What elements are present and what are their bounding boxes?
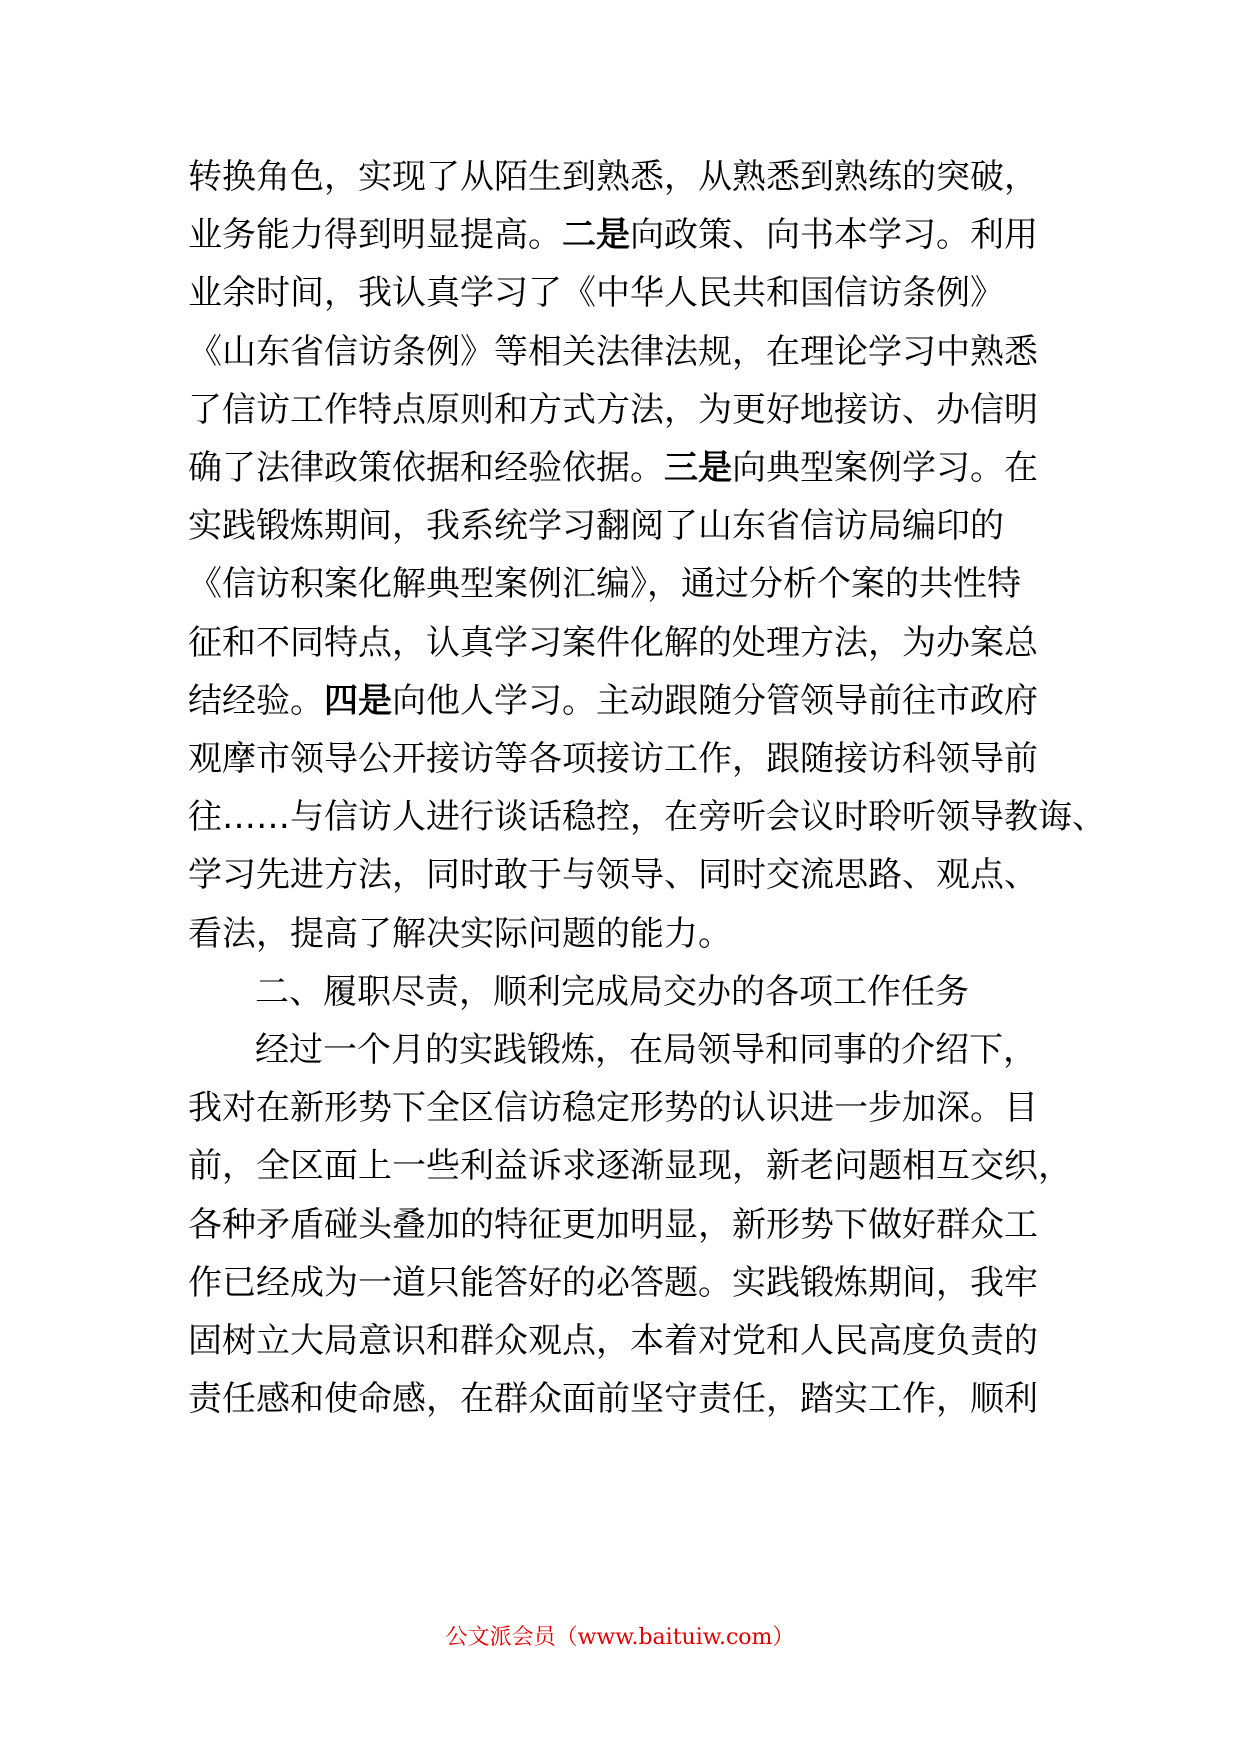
text-segment: 了信访工作特点原则和方式方法，为更好地接访、办信明: [188, 389, 1038, 430]
text-line: [188, 1086, 1038, 1130]
text-segment: 《信访积案化解典型案例汇编》，通过分析个案的共性特: [188, 564, 1021, 605]
text-segment: 各种矛盾碰头叠加的特征更加明显，新形势下做好群众工: [188, 1204, 1038, 1245]
text-line: [188, 504, 1004, 548]
text-segment: 确了法律政策依据和经验依据。: [188, 448, 664, 488]
text-segment: 业务能力得到明显提高。: [188, 215, 562, 256]
text-line: [188, 155, 1038, 199]
text-line: [188, 737, 1038, 781]
text-segment: 责任感和使命感，在群众面前坚守责任，踏实工作，顺利: [188, 1379, 1038, 1420]
text-segment: 作已经成为一道只能答好的必答题。实践锻炼期间，我牢: [188, 1262, 1038, 1303]
text-segment: 向政策、向书本学习。利用: [630, 215, 1038, 256]
bold-keyword: 二是: [562, 215, 630, 256]
text-line: [188, 621, 1038, 665]
text-segment: 《山东省信访条例》等相关法律法规，在理论学习中熟悉: [188, 331, 1038, 372]
text-segment: 向他人学习。主动跟随分管领导前往市政府: [392, 680, 1038, 721]
text-segment: 我对在新形势下全区信访稳定形势的认识进一步加深。目: [188, 1088, 1038, 1129]
text-segment: 经过一个月的实践锻炼，在局领导和同事的介绍下，: [255, 1030, 1037, 1070]
text-segment: 转换角色，实现了从陌生到熟悉，从熟悉到熟练的突破，: [188, 157, 1038, 197]
text-line: [188, 330, 1038, 374]
bold-keyword: 三是: [664, 448, 732, 488]
text-line: [188, 1144, 1072, 1188]
text-line: [255, 1028, 1037, 1072]
text-segment: 观摩市领导公开接访等各项接访工作，跟随接访科领导前: [188, 739, 1038, 779]
text-segment: 固树立大局意识和群众观点，本着对党和人民高度负责的: [188, 1321, 1038, 1361]
footer-watermark: 公文派会员（www.baituiw.com）: [445, 1625, 795, 1650]
text-segment: 学习先进方法，同时敢于与领导、同时交流思路、观点、: [188, 855, 1038, 896]
text-line: [188, 1203, 1038, 1247]
text-line: [188, 795, 1106, 839]
text-segment: 看法，提高了解决实际问题的能力。: [188, 913, 732, 954]
text-line: [188, 853, 1038, 897]
text-line: [255, 970, 969, 1014]
text-line: [188, 912, 732, 956]
text-line: [188, 1261, 1038, 1305]
text-segment: 实践锻炼期间，我系统学习翻阅了山东省信访局编印的: [188, 506, 1004, 547]
text-line: [188, 388, 1038, 432]
text-segment: 业余时间，我认真学习了《中华人民共和国信访条例》: [188, 273, 1004, 314]
text-segment: 向典型案例学习。在: [732, 448, 1038, 488]
text-line: [188, 562, 1021, 606]
text-segment: 前，全区面上一些利益诉求逐渐显现，新老问题相互交织，: [188, 1146, 1072, 1187]
text-line: [188, 213, 1038, 257]
text-line: [188, 1377, 1038, 1421]
text-line: [188, 271, 1004, 315]
text-segment: 往……与信访人进行谈话稳控，在旁听会议时聆听领导教诲、: [188, 797, 1106, 838]
text-segment: 征和不同特点，认真学习案件化解的处理方法，为办案总: [188, 622, 1038, 663]
text-line: [188, 679, 1038, 723]
bold-keyword: 四是: [324, 680, 392, 721]
text-segment: 结经验。: [188, 680, 324, 721]
text-line: [188, 1319, 1038, 1363]
text-segment: 二、履职尽责，顺利完成局交办的各项工作任务: [255, 971, 969, 1012]
text-line: [188, 446, 1038, 490]
